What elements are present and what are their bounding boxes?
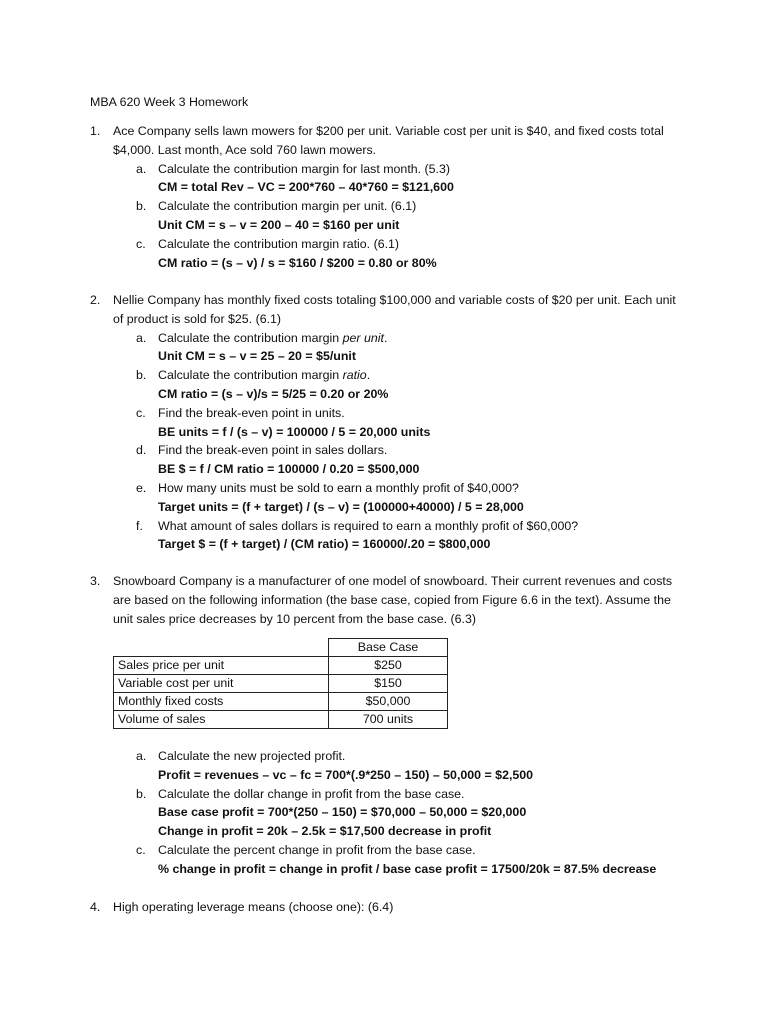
table-row-label: Variable cost per unit: [114, 675, 329, 693]
subquestion-letter: f.: [136, 518, 143, 533]
subquestion-letter: a.: [136, 749, 147, 763]
question-number: 2.: [90, 293, 101, 307]
subquestion-text: Calculate the dollar change in profit from the base case.: [158, 786, 465, 801]
subquestion-text: How many units must be sold to earn a monthly profit of $40,000?: [158, 480, 519, 495]
answer-text: BE $ = f / CM ratio = 100000 / 0.20 = $500,000: [158, 462, 420, 477]
table-row: [114, 711, 448, 729]
document-title: MBA 620 Week 3 Homework: [90, 95, 249, 109]
answer-text: Target $ = (f + target) / (CM ratio) = 160000/.20 = $800,000: [158, 537, 491, 552]
subquestion-text: Calculate the contribution margin per unit. (6.1): [158, 199, 417, 214]
question-2: [90, 291, 680, 554]
subquestion-letter: c.: [136, 405, 146, 420]
emphasis-text: per unit: [342, 330, 384, 345]
table-row: [114, 693, 448, 711]
subquestion-text-start: Calculate the contribution margin: [158, 330, 343, 345]
table-row-value: $250: [329, 657, 448, 675]
subquestion-text-end: .: [383, 330, 388, 345]
subquestion-3a: [136, 747, 676, 785]
subquestion-text: Calculate the contribution margin for last month. (5.3): [158, 161, 451, 176]
answer-text: CM ratio = (s – v) / s = $160 / $200 = 0.80 or 80%: [158, 255, 437, 270]
subquestion-text: [158, 366, 676, 385]
subquestion-1b: [136, 197, 676, 235]
subquestion-1a: [136, 160, 676, 198]
question-number: 3.: [90, 574, 101, 588]
subquestion-1c: [136, 235, 676, 273]
subquestion-letter: a.: [136, 161, 147, 176]
table-header-cell: Base Case: [329, 639, 448, 657]
answer-text: Profit = revenues – vc – fc = 700*(.9*250 – 150) – 50,000 = $2,500: [158, 767, 534, 782]
emphasis-text: ratio: [342, 368, 367, 383]
base-case-table: [113, 638, 448, 729]
answer-text: BE units = f / (s – v) = 100000 / 5 = 20,000 units: [158, 424, 431, 439]
table-row-label: Volume of sales: [114, 711, 329, 729]
subquestion-2e: [136, 479, 676, 517]
answer-text: CM = total Rev – VC = 200*760 – 40*760 = $121,600: [158, 180, 454, 195]
subquestion-letter: a.: [136, 330, 147, 345]
subquestion-letter: c.: [136, 236, 146, 251]
table-row-label: Monthly fixed costs: [114, 693, 329, 711]
table-row-value: $50,000: [329, 693, 448, 711]
table-row: [114, 675, 448, 693]
question-3: [90, 572, 680, 628]
question-text: Snowboard Company is a manufacturer of one model of snowboard. Their current revenues and costs are based on the following information (the base case, copied from Figure 6.6 in the text). Assume the unit sales price decreases by 10 percent from the base case. (6.3): [113, 574, 673, 626]
subquestion-text: What amount of sales dollars is required to earn a monthly profit of $60,000?: [158, 518, 579, 533]
subquestion-text: Calculate the contribution margin ratio. (6.1): [158, 236, 400, 251]
answer-text: Unit CM = s – v = 200 – 40 = $160 per unit: [158, 217, 400, 232]
subquestion-text: [158, 329, 676, 348]
table-row-value: 700 units: [329, 711, 448, 729]
answer-text: Change in profit = 20k – 2.5k = $17,500 decrease in profit: [158, 824, 492, 839]
subquestion-3c: [136, 841, 676, 879]
answer-text: Base case profit = 700*(250 – 150) = $70,000 – 50,000 = $20,000: [158, 805, 527, 820]
subquestion-letter: e.: [136, 480, 147, 495]
subquestion-letter: b.: [136, 786, 147, 801]
subquestion-text-end: .: [366, 368, 371, 383]
subquestion-text: Calculate the percent change in profit from the base case.: [158, 842, 476, 857]
answer-text: CM ratio = (s – v)/s = 5/25 = 0.20 or 20%: [158, 386, 389, 401]
question-4: [90, 898, 680, 917]
table-row-value: $150: [329, 675, 448, 693]
table-blank-cell: [114, 639, 329, 657]
question-text: Nellie Company has monthly fixed costs totaling $100,000 and variable costs of $20 per unit. Each unit of product is sold for $25. (6.1): [113, 293, 676, 326]
table-row: [114, 657, 448, 675]
subquestion-3b: [136, 785, 676, 841]
question-number: 1.: [90, 124, 101, 138]
table-row-label: Sales price per unit: [114, 657, 329, 675]
subquestion-text: Find the break-even point in units.: [158, 405, 345, 420]
answer-text: % change in profit = change in profit / base case profit = 17500/20k = 87.5% decrease: [158, 861, 657, 876]
subquestion-letter: c.: [136, 842, 146, 857]
subquestion-text: Find the break-even point in sales dollars.: [158, 443, 388, 458]
question-text: Ace Company sells lawn mowers for $200 per unit. Variable cost per unit is $40, and fixed costs total $4,000. Last month, Ace sold 760 lawn mowers.: [113, 124, 664, 157]
answer-text: Unit CM = s – v = 25 – 20 = $5/unit: [158, 349, 356, 364]
subquestion-2a: [136, 329, 676, 367]
question-1: [90, 122, 680, 272]
subquestion-2d: [136, 441, 676, 479]
subquestion-text: Calculate the new projected profit.: [158, 749, 346, 763]
subquestion-2b: [136, 366, 676, 404]
question-number: 4.: [90, 900, 101, 914]
subquestion-letter: d.: [136, 443, 147, 458]
table-header-row: [114, 639, 448, 657]
question-3-parts: [90, 747, 676, 879]
subquestion-letter: b.: [136, 368, 147, 383]
subquestion-2f: [136, 517, 676, 555]
subquestion-letter: b.: [136, 199, 147, 214]
answer-text: Target units = (f + target) / (s – v) = (100000+40000) / 5 = 28,000: [158, 499, 524, 514]
subquestion-text-start: Calculate the contribution margin: [158, 368, 343, 383]
subquestion-2c: [136, 404, 676, 442]
question-text: High operating leverage means (choose one): (6.4): [113, 900, 394, 914]
